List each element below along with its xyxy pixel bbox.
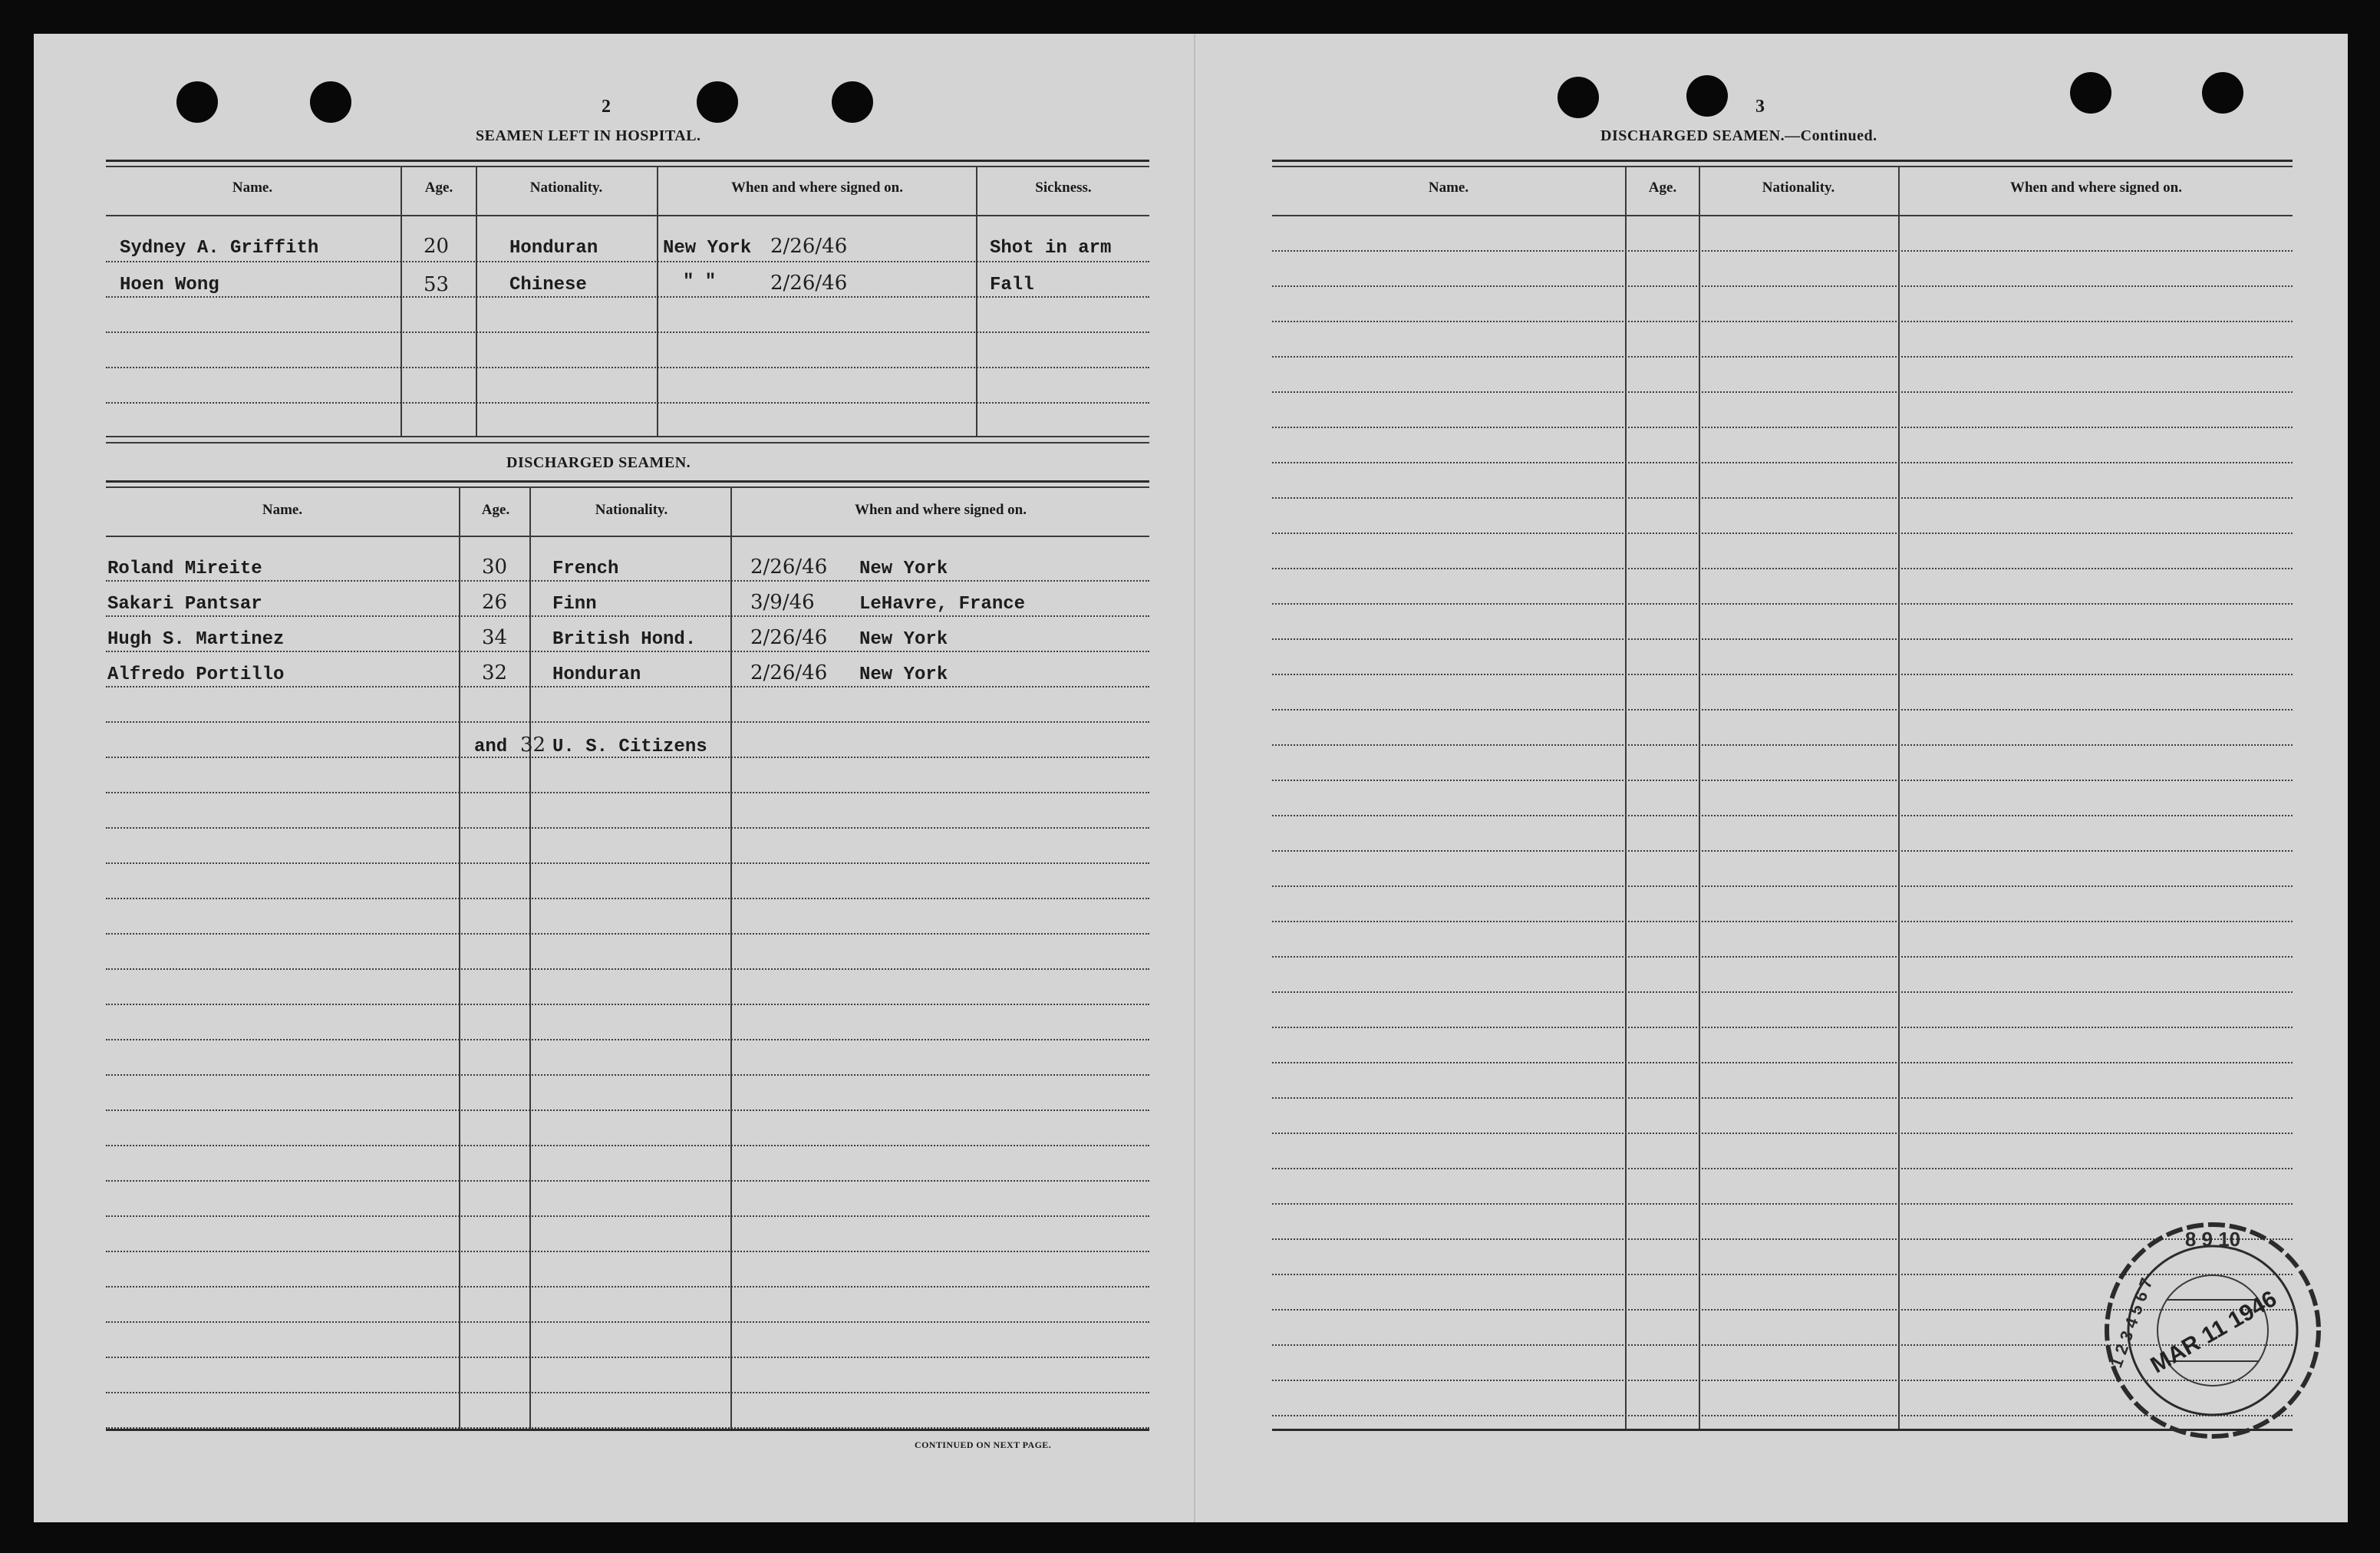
seaman-name: Hoen Wong: [120, 275, 219, 295]
seaman-name: Sydney A. Griffith: [120, 238, 319, 259]
stamp-side-digits: 1 2 3 4 5 6 7: [2106, 1275, 2157, 1370]
punch-hole: [176, 81, 218, 123]
rule: [106, 436, 1149, 437]
column-divider: [529, 488, 531, 1429]
seaman-nationality: Honduran: [509, 238, 598, 259]
header-name: Name.: [1428, 180, 1469, 196]
rule: [106, 480, 1149, 483]
seaman-nationality: French: [552, 559, 619, 579]
seaman-nationality: Finn: [552, 594, 597, 615]
rule: [106, 486, 1149, 488]
header-signed-on: When and where signed on.: [2009, 180, 2182, 196]
seaman-age: 20: [424, 235, 450, 258]
signed-on-place: New York: [859, 559, 948, 579]
rule: [106, 536, 1149, 537]
header-age: Age.: [481, 502, 510, 518]
signed-on-date: 3/9/46: [750, 591, 815, 614]
signed-on-date: 2/26/46: [770, 235, 848, 258]
citizens-count: 32: [520, 734, 546, 757]
seaman-age: 32: [482, 661, 508, 684]
column-divider: [459, 488, 460, 1429]
column-divider: [1898, 167, 1900, 1429]
sickness: Shot in arm: [990, 238, 1112, 259]
seaman-age: 30: [482, 556, 508, 579]
seaman-nationality: Chinese: [509, 275, 587, 295]
header-name: Name.: [232, 180, 273, 196]
signed-on-date: 2/26/46: [750, 556, 828, 579]
header-nationality: Nationality.: [1762, 180, 1835, 196]
continued-footer: CONTINUED ON NEXT PAGE.: [915, 1439, 1052, 1450]
punch-hole: [832, 81, 873, 123]
page-fold: [1194, 34, 1195, 1522]
signed-on-place: New York: [859, 664, 948, 685]
column-divider: [476, 167, 477, 437]
seaman-name: Alfredo Portillo: [107, 664, 285, 685]
sickness: Fall: [990, 275, 1034, 295]
signed-on-place: LeHavre, France: [859, 594, 1026, 615]
punch-hole: [1686, 75, 1728, 117]
seaman-age: 34: [482, 626, 508, 649]
punch-hole: [1558, 77, 1599, 118]
hospital-section-title: SEAMEN LEFT IN HOSPITAL.: [476, 127, 701, 144]
ruled-line: [106, 402, 1149, 404]
stamp-top-digits: 8 9 10: [2184, 1228, 2241, 1251]
ruled-line: [106, 331, 1149, 333]
seaman-name: Roland Mireite: [107, 559, 262, 579]
header-name: Name.: [262, 502, 303, 518]
signed-on-place: New York: [859, 629, 948, 650]
punch-hole: [2070, 72, 2111, 114]
manifest-sheet: [34, 34, 2348, 1522]
seaman-nationality: Honduran: [552, 664, 641, 685]
rule: [106, 1429, 1149, 1431]
rule: [1272, 166, 2293, 167]
rule: [106, 215, 1149, 216]
citizens-label: U. S. Citizens: [552, 737, 707, 757]
stamp-date: MAR 11 1946: [2146, 1286, 2281, 1379]
header-sickness: Sickness.: [1035, 180, 1092, 196]
column-divider: [657, 167, 658, 437]
page-number: 2: [602, 97, 611, 117]
header-nationality: Nationality.: [595, 502, 668, 518]
seaman-age: 26: [482, 591, 508, 614]
seaman-age: 53: [424, 273, 450, 296]
rule: [106, 166, 1149, 167]
header-age: Age.: [1648, 180, 1677, 196]
rule: [106, 160, 1149, 162]
header-signed-on: When and where signed on.: [730, 180, 903, 196]
ruled-line: [106, 261, 1149, 262]
header-nationality: Nationality.: [529, 180, 603, 196]
citizens-and: and: [474, 737, 508, 757]
header-signed-on: When and where signed on.: [854, 502, 1027, 518]
column-divider: [1625, 167, 1627, 1429]
discharged-section-title: DISCHARGED SEAMEN.: [506, 454, 691, 471]
column-divider: [730, 488, 732, 1429]
signed-on-date: 2/26/46: [750, 661, 828, 684]
immigration-date-stamp: [2098, 1215, 2328, 1446]
rule: [1272, 160, 2293, 162]
ruled-line: [106, 296, 1149, 298]
punch-hole: [310, 81, 351, 123]
column-divider: [1699, 167, 1700, 1429]
stamp-graphic: [2098, 1215, 2328, 1446]
column-divider: [401, 167, 402, 437]
punch-hole: [2202, 72, 2243, 114]
rule: [1272, 215, 2293, 216]
seaman-name: Hugh S. Martinez: [107, 629, 285, 650]
header-age: Age.: [424, 180, 453, 196]
punch-hole: [697, 81, 738, 123]
signed-on-date: 2/26/46: [750, 626, 828, 649]
signed-on-place: " ": [683, 272, 717, 292]
signed-on-date: 2/26/46: [770, 272, 848, 295]
signed-on-place: New York: [663, 238, 752, 259]
rule: [106, 442, 1149, 443]
column-divider: [976, 167, 977, 437]
discharged-continued-title: DISCHARGED SEAMEN.—Continued.: [1600, 127, 1877, 144]
seaman-nationality: British Hond.: [552, 629, 697, 650]
ruled-line: [106, 367, 1149, 368]
page-number: 3: [1755, 97, 1765, 117]
seaman-name: Sakari Pantsar: [107, 594, 262, 615]
